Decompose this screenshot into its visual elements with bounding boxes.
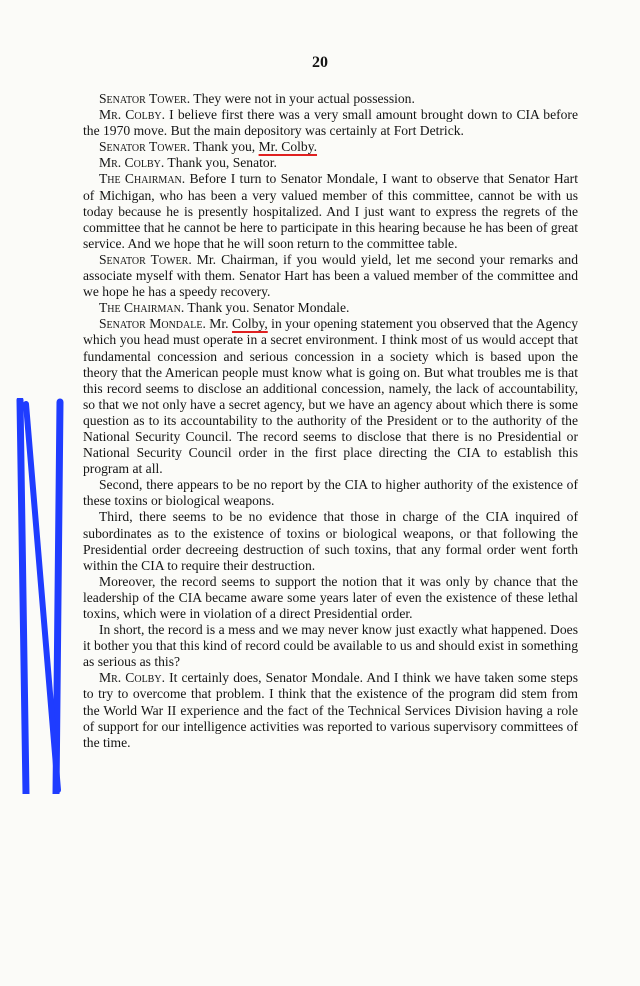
underlined-name: Mr. Colby. (258, 139, 318, 155)
underlined-name: Colby, (232, 316, 268, 332)
paragraph: Senator Tower. They were not in your actual possession. (99, 91, 415, 106)
speaker: Mr. Colby. (99, 670, 165, 686)
paragraph: Senator Tower. Thank you, Mr. Colby. (99, 139, 318, 155)
paragraph: Moreover, the record seems to support the notion that it was only by chance that the leadership of the CIA became aware some years later of even the existence of these lethal toxins, which were in violation of a direct Presidential order. (83, 573, 578, 621)
paragraph: Senator Mondale. Mr. Colby, in your opening statement you observed that the Agency which you head must operate in a secret environment. I think most of us would accept that fundamental concession and serious concession in a society which is based upon the theory that the American people must know what is going on. But what troubles me is that this record seems to disclose an additional concession, namely, the lack of accountability, so that we not only have a secret agency, but we have an agency about which there is some question as to its accountability to the authority of the President or to the authority of the National Security Council. The record seems to disclose that there is no Presidential or National Security Council order in the first place directing the CIA to establish this program at all. (83, 316, 579, 477)
paragraph: Second, there appears to be no report by the CIA to higher authority of the existence of these toxins or biological weapons. (83, 477, 578, 509)
paragraph: The Chairman. Before I turn to Senator Mondale, I want to observe that Senator Hart of Michigan, who has been a very valued member of this committee, cannot be with us today because he is presently hospitalized. And I just want to express the regrets of the committee that he cannot be here to participate in this hearing because he has been of great service. And we hope that he will soon return to the committee table. (83, 171, 578, 251)
speaker: Senator Mondale. (99, 316, 206, 332)
paragraph: Mr. Colby. I believe first there was a very small amount brought down to CIA before the 1970 move. But the main depository was certainly at Fort Detrick. (83, 107, 578, 139)
page-number: 20 (312, 54, 328, 71)
paragraph: The Chairman. Thank you. Senator Mondale. (99, 300, 350, 316)
transcript-body (83, 91, 578, 751)
paragraph: Senator Tower. Mr. Chairman, if you would yield, let me second your remarks and associate myself with them. Senator Hart has been a valued member of the committee and we hope he has a speedy recovery. (83, 251, 578, 300)
margin-cross-mark (16, 398, 66, 794)
paragraph: Mr. Colby. It certainly does, Senator Mondale. And I think we have taken some steps to try to overcome that problem. I think that the existence of the program did stem from the World War II experience and the fact of the Technical Services Division having a role of support for our intelligence activities was reported to various supervisory committees of the time. (83, 670, 578, 750)
speaker: The Chairman. (99, 300, 185, 316)
speaker: Senator Tower. (99, 139, 191, 155)
paragraph: Mr. Colby. Thank you, Senator. (99, 155, 277, 171)
speaker: Mr. Colby. (99, 155, 165, 171)
paragraph: Third, there seems to be no evidence that those in charge of the CIA inquired of subordinates as to the existence of toxins or biological weapons, or that following the Presidential order decreeing destruction of such toxins, that any formal order went forth within the CIA to require their destruction. (83, 509, 578, 573)
speaker: Senator Tower. (99, 91, 191, 106)
paragraph: In short, the record is a mess and we may never know just exactly what happened. Does it bother you that this kind of record could be available to us and should exist in something as serious as this? (83, 622, 578, 670)
speaker: The Chairman. (99, 171, 186, 187)
speaker: Mr. Colby. (99, 107, 165, 123)
speaker: Senator Tower. (99, 251, 192, 267)
